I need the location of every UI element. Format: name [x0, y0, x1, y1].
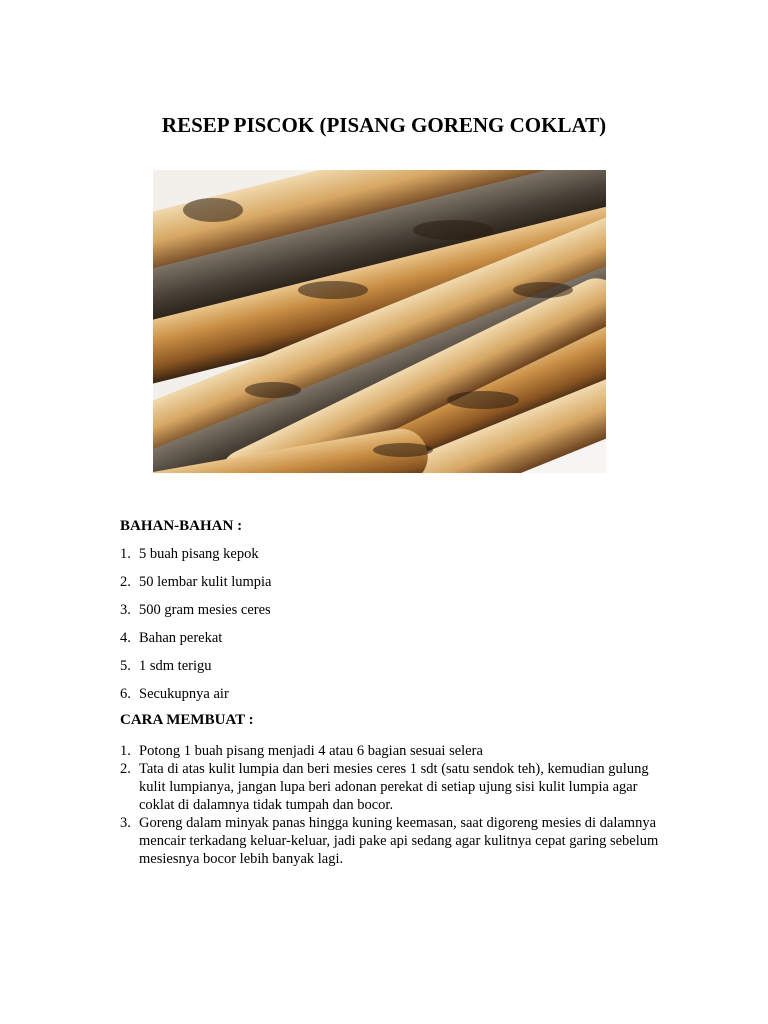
fried-banana-rolls-image: [153, 170, 606, 473]
list-item: 5. 1 sdm terigu: [120, 658, 212, 674]
list-item: 2. 50 lembar kulit lumpia: [120, 574, 272, 590]
list-item: 1. 5 buah pisang kepok: [120, 546, 259, 562]
list-item: 2. Tata di atas kulit lumpia dan beri mesies ceres 1 sdt (satu sendok teh), kemudian gulung kulit lumpianya, jangan lupa beri adonan perekat di setiap ujung sisi kulit lumpia agar coklat di dalamnya tidak tumpah dan bocor.: [120, 761, 649, 813]
steps-list: [120, 742, 665, 868]
ingredients-heading: BAHAN-BAHAN :: [120, 518, 243, 534]
list-item: 1. Potong 1 buah pisang menjadi 4 atau 6 bagian sesuai selera: [120, 743, 483, 759]
list-item: 3. Goreng dalam minyak panas hingga kuning keemasan, saat digoreng mesies di dalamnya mencair terkadang keluar-keluar, jadi pake api sedang agar kulitnya cepat garing sebelum mesiesnya bocor lebih banyak lagi.: [120, 815, 659, 867]
steps-heading: CARA MEMBUAT :: [120, 712, 254, 728]
page-title: RESEP PISCOK (PISANG GORENG COKLAT): [161, 113, 607, 137]
list-item: 4. Bahan perekat: [120, 630, 223, 646]
list-item: 3. 500 gram mesies ceres: [120, 602, 271, 618]
list-item: 6. Secukupnya air: [120, 686, 229, 702]
piscok-photo: [153, 170, 606, 473]
